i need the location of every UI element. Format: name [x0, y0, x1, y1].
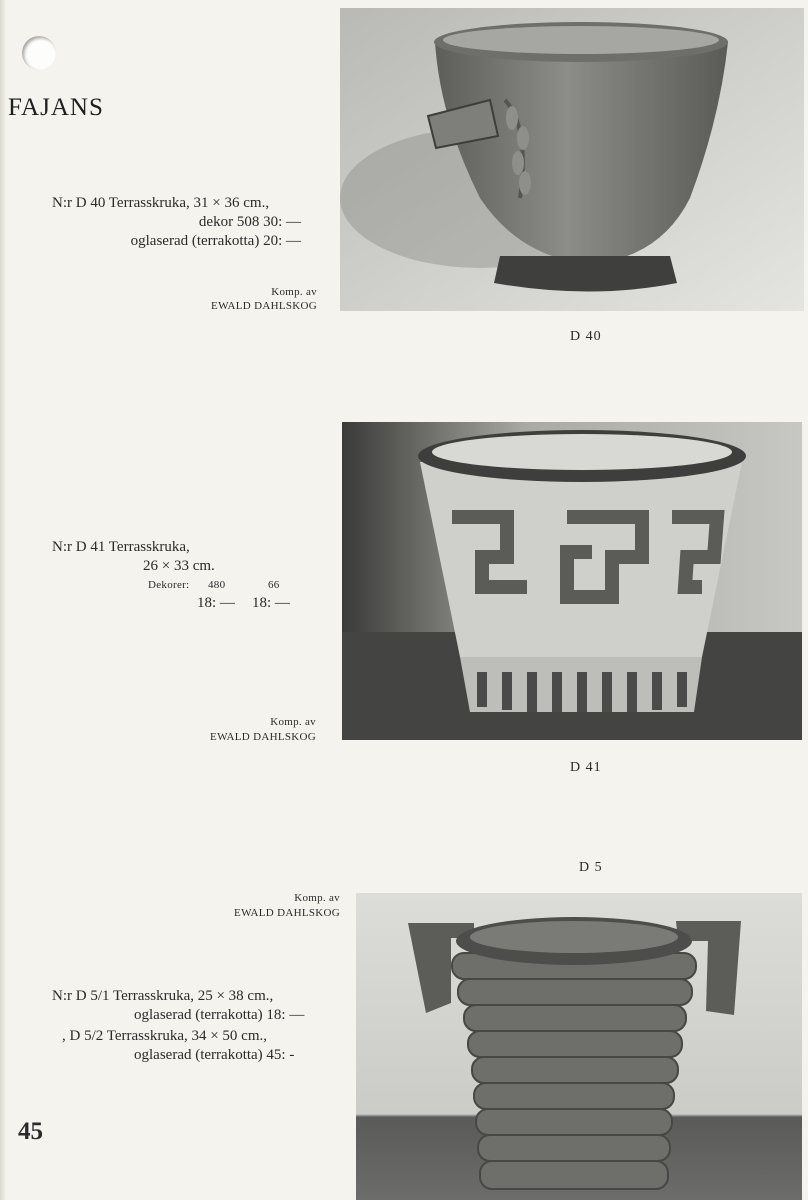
- d41-spec-line: N:r D 41 Terrasskruka,: [52, 539, 190, 555]
- d40-credit-label: Komp. av: [271, 286, 317, 298]
- d40-spec-line: N:r D 40 Terrasskruka, 31 × 36 cm.,: [52, 195, 270, 211]
- d5-photo: [356, 893, 802, 1200]
- d41-credit-label: Komp. av: [270, 716, 316, 728]
- d40-photo: [340, 8, 804, 311]
- page-number: 45: [18, 1118, 43, 1145]
- d41-decor-code-2: 66: [268, 579, 280, 591]
- d41-credit-name: EWALD DAHLSKOG: [210, 731, 316, 743]
- d5-2-unglazed-line: oglaserad (terrakotta) 45: -: [134, 1047, 295, 1063]
- d40-unglazed-line: oglaserad (terrakotta) 20: —: [130, 233, 301, 249]
- binder-hole: [22, 36, 56, 70]
- d5-1-spec-line: N:r D 5/1 Terrasskruka, 25 × 38 cm.,: [52, 988, 274, 1004]
- d41-decor-price-2: 18: —: [252, 595, 290, 611]
- d40-credit-name: EWALD DAHLSKOG: [211, 300, 317, 312]
- section-title: FAJANS: [8, 94, 104, 121]
- d40-caption: D 40: [570, 329, 602, 344]
- page-edge: [0, 0, 6, 1200]
- d41-decor-label: Dekorer:: [148, 579, 190, 591]
- d41-caption: D 41: [570, 760, 602, 775]
- d41-size-line: 26 × 33 cm.: [143, 558, 215, 574]
- d5-2-spec-line: , D 5/2 Terrasskruka, 34 × 50 cm.,: [62, 1028, 268, 1044]
- d5-caption: D 5: [579, 860, 603, 875]
- d40-decor-line: dekor 508 30: —: [198, 214, 301, 230]
- d41-decor-code-1: 480: [208, 579, 226, 591]
- d5-1-unglazed-line: oglaserad (terrakotta) 18: —: [134, 1007, 305, 1023]
- d5-credit-name: EWALD DAHLSKOG: [234, 907, 340, 919]
- d41-decor-price-1: 18: —: [197, 595, 235, 611]
- d5-credit-label: Komp. av: [294, 892, 340, 904]
- d41-photo: [342, 422, 802, 740]
